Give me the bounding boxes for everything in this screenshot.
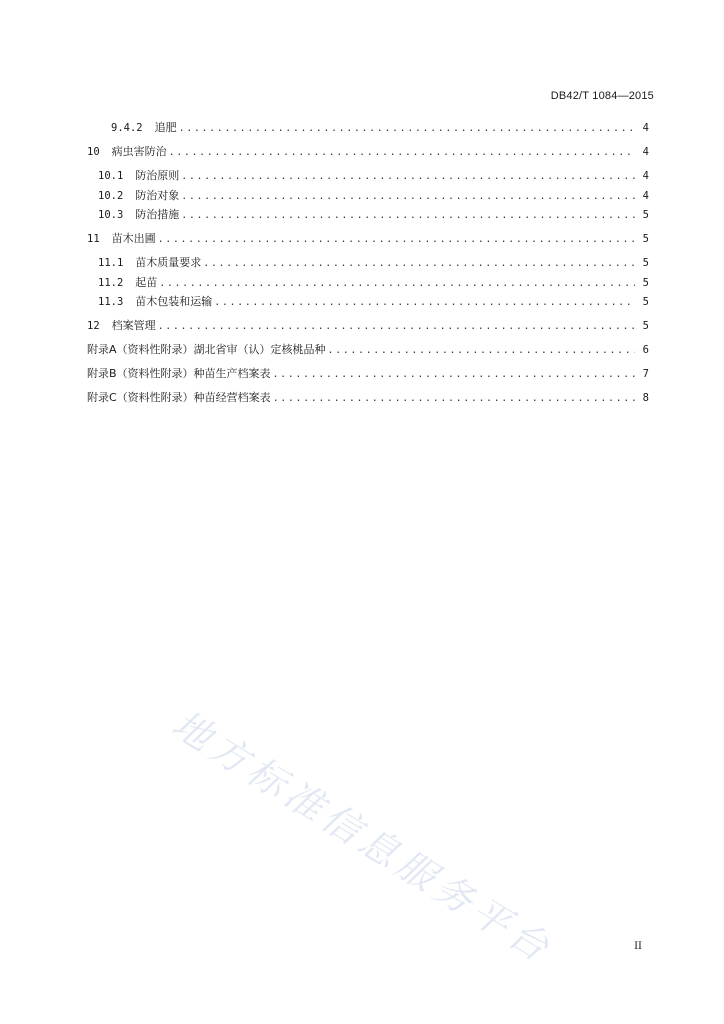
table-of-contents <box>87 119 649 409</box>
toc-entry-page: 8 <box>642 392 649 404</box>
toc-entry-12[interactable] <box>87 317 649 337</box>
toc-entry-page: 5 <box>642 233 649 245</box>
toc-leader-dots <box>181 171 635 182</box>
toc-entry-9-4-2[interactable] <box>87 119 649 139</box>
toc-entry-10-2[interactable] <box>87 187 649 207</box>
toc-entry-title: 附录A（资料性附录）湖北省审（认）定核桃品种 <box>87 343 326 356</box>
toc-entry-appendix-a[interactable] <box>87 341 649 361</box>
toc-entry-page: 7 <box>642 368 649 380</box>
toc-entry-page: 4 <box>642 170 649 182</box>
toc-entry-page: 5 <box>642 296 649 308</box>
page-number: II <box>634 941 642 952</box>
toc-entry-appendix-c[interactable] <box>87 389 649 409</box>
toc-leader-dots <box>273 393 635 404</box>
watermark-text: 地方标准信息服务平台 <box>164 701 561 973</box>
toc-entry-11-1[interactable] <box>87 254 649 274</box>
toc-entry-title: 防治措施 <box>135 208 180 221</box>
toc-entry-title: 档案管理 <box>111 319 156 332</box>
toc-leader-dots <box>181 191 635 202</box>
toc-leader-dots <box>158 321 635 332</box>
toc-leader-dots <box>181 210 635 221</box>
toc-entry-number: 11.2 <box>98 276 124 289</box>
toc-entry-title: 防治对象 <box>135 188 180 202</box>
toc-entry-title: 附录C（资料性附录）种苗经营档案表 <box>87 391 271 404</box>
toc-entry-11-2[interactable] <box>87 274 649 294</box>
toc-entry-number: 9.4.2 <box>111 122 143 134</box>
toc-entry-number: 10.3 <box>98 209 124 221</box>
toc-entry-page: 5 <box>642 276 649 289</box>
toc-entry-page: 5 <box>642 257 649 269</box>
toc-leader-dots <box>179 123 635 134</box>
toc-entry-title: 起苗 <box>135 275 158 289</box>
toc-entry-number: 10.2 <box>98 189 124 202</box>
toc-entry-title: 防治原则 <box>135 169 180 182</box>
toc-entry-number: 11 <box>87 233 100 245</box>
toc-entry-title: 苗木包装和运输 <box>135 295 213 308</box>
toc-entry-page: 5 <box>642 209 649 221</box>
toc-entry-page: 4 <box>642 122 649 134</box>
toc-entry-title: 苗木质量要求 <box>135 256 202 269</box>
toc-entry-title: 附录B（资料性附录）种苗生产档案表 <box>87 367 271 380</box>
toc-leader-dots <box>214 297 635 308</box>
toc-entry-11[interactable] <box>87 230 649 250</box>
toc-leader-dots <box>328 345 635 356</box>
toc-entry-title: 病虫害防治 <box>111 145 167 158</box>
toc-leader-dots <box>159 278 635 289</box>
toc-entry-number: 10.1 <box>98 170 124 182</box>
toc-entry-title: 苗木出圃 <box>111 232 156 245</box>
toc-leader-dots <box>169 147 635 158</box>
toc-leader-dots <box>273 369 635 380</box>
toc-entry-title: 追肥 <box>154 121 177 134</box>
toc-entry-11-3[interactable] <box>87 293 649 313</box>
toc-entry-10-1[interactable] <box>87 167 649 187</box>
toc-entry-page: 4 <box>642 146 649 158</box>
toc-leader-dots <box>203 258 635 269</box>
toc-entry-appendix-b[interactable] <box>87 365 649 385</box>
toc-entry-number: 11.3 <box>98 296 124 308</box>
toc-entry-page: 6 <box>642 344 649 356</box>
toc-entry-10-3[interactable] <box>87 206 649 226</box>
document-code: DB42/T 1084—2015 <box>550 90 654 102</box>
toc-entry-10[interactable] <box>87 143 649 163</box>
toc-entry-page: 4 <box>642 189 649 202</box>
toc-entry-number: 11.1 <box>98 257 124 269</box>
toc-entry-number: 10 <box>87 146 100 158</box>
toc-entry-number: 12 <box>87 320 100 332</box>
toc-entry-page: 5 <box>642 320 649 332</box>
toc-leader-dots <box>158 234 635 245</box>
